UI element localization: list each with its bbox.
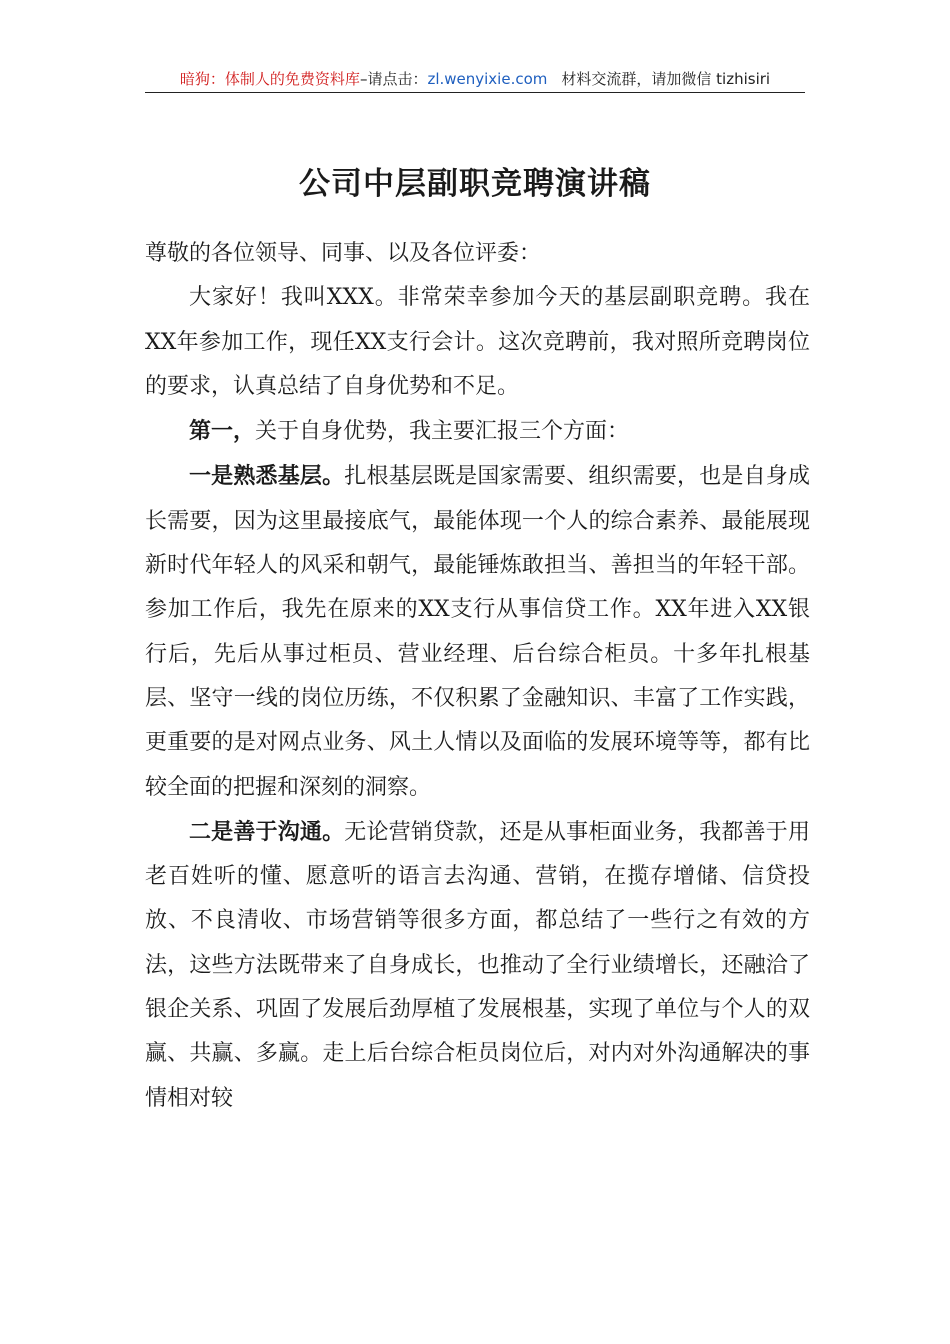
section1-lead: 第一，	[189, 418, 256, 445]
header-link[interactable]: zl.wenyixie.com	[427, 70, 548, 88]
section1-text: 关于自身优势，我主要汇报三个方面：	[255, 419, 630, 445]
document-body	[145, 232, 810, 1121]
point2-text: 无论营销贷款，还是从事柜面业务，我都善于用老百姓听的懂、愿意听的语言去沟通、营销，在揽存增储、信贷投放、不良清收、市场营销等很多方面，都总结了一些行之有效的方法，这些方法既带来了自身成长，也推动了全行业绩增长，还融洽了银企关系、巩固了发展后劲厚植了发展根基，实现了单位与个人的双赢、共赢、多赢。走上后台综合柜员岗位后，对内对外沟通解决的事情相对较	[145, 819, 810, 1111]
header-site-name: 暗狗：体制人的免费资料库	[179, 70, 360, 88]
section1-paragraph	[145, 409, 810, 454]
header-click-prompt: –请点击：	[359, 70, 428, 88]
point1-paragraph	[145, 454, 810, 809]
point1-lead: 一是熟悉基层。	[189, 463, 345, 490]
intro-paragraph: 大家好！我叫XXX。非常荣幸参加今天的基层副职竞聘。我在XX年参加工作，现任XX支行会计。这次竞聘前，我对照所竞聘岗位的要求，认真总结了自身优势和不足。	[145, 285, 810, 399]
document-title: 公司中层副职竞聘演讲稿	[299, 166, 651, 202]
point2-paragraph	[145, 810, 810, 1121]
salutation: 尊敬的各位领导、同事、以及各位评委：	[145, 241, 542, 266]
point2-lead: 二是善于沟通。	[189, 818, 345, 845]
page-header	[145, 68, 805, 93]
header-group-text: 材料交流群，请加微信 tizhisiri	[561, 70, 771, 88]
point1-text: 扎根基层既是国家需要、组织需要，也是自身成长需要，因为这里最接底气，最能体现一个人的综合素养、最能展现新时代年轻人的风采和朝气，最能锤炼敢担当、善担当的年轻干部。参加工作后，我先在原来的XX支行从事信贷工作。XX年进入XX银行后，先后从事过柜员、营业经理、后台综合柜员。十多年扎根基层、坚守一线的岗位历练，不仅积累了金融知识、丰富了工作实践，更重要的是对网点业务、风土人情以及面临的发展环境等等，都有比较全面的把握和深刻的洞察。	[145, 464, 810, 800]
